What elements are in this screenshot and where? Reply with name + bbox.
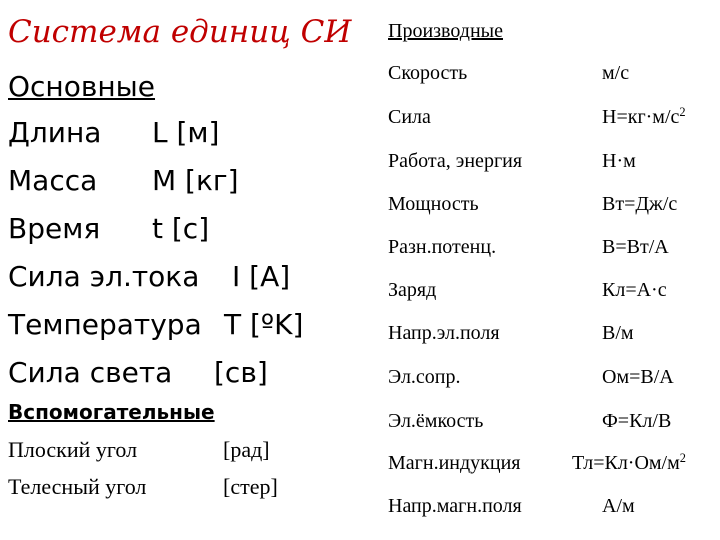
derived-unit-formula: Ом=В/А — [602, 366, 674, 388]
derived-unit-name: Разн.потенц. — [388, 236, 497, 258]
derived-unit-name: Напр.эл.поля — [388, 322, 500, 344]
base-unit-symbol: L [м] — [152, 116, 220, 149]
derived-unit-name: Эл.ёмкость — [388, 410, 484, 432]
derived-unit-formula: Вт=Дж/с — [602, 193, 678, 215]
derived-units-heading: Производные — [388, 20, 503, 42]
page-title: Система единиц СИ — [8, 14, 352, 50]
derived-unit-row — [388, 495, 720, 521]
derived-unit-name: Магн.индукция — [388, 452, 521, 474]
base-unit-symbol: M [кг] — [152, 164, 239, 197]
base-unit-name: Время — [8, 212, 101, 245]
base-unit-symbol: t [с] — [152, 212, 210, 245]
base-unit-row — [8, 116, 220, 149]
base-unit-row — [8, 260, 291, 293]
base-unit-name: Температура — [8, 308, 202, 341]
base-unit-symbol: I [А] — [232, 260, 291, 293]
derived-unit-name: Работа, энергия — [388, 150, 523, 172]
base-unit-name: Сила эл.тока — [8, 260, 200, 293]
derived-unit-row — [388, 452, 720, 478]
auxiliary-unit-symbol: [стер] — [223, 474, 278, 499]
derived-unit-formula: Кл=А·с — [602, 279, 667, 301]
derived-unit-row — [388, 410, 720, 436]
base-unit-row — [8, 308, 304, 341]
auxiliary-unit-name: Плоский угол — [8, 437, 138, 462]
derived-unit-row — [388, 236, 720, 262]
base-unit-name: Длина — [8, 116, 102, 149]
derived-unit-name: Сила — [388, 106, 431, 128]
derived-unit-row — [388, 106, 720, 132]
derived-unit-formula: м/с — [602, 62, 630, 84]
derived-unit-formula: В=Вт/А — [602, 236, 669, 258]
auxiliary-unit-row — [8, 437, 270, 463]
derived-unit-formula: Ф=Кл/В — [602, 410, 672, 432]
derived-unit-row — [388, 62, 720, 88]
derived-unit-row — [388, 193, 720, 219]
auxiliary-unit-symbol: [рад] — [223, 437, 270, 462]
derived-unit-name: Скорость — [388, 62, 468, 84]
derived-unit-formula: Н·м — [602, 150, 636, 172]
base-unit-row — [8, 356, 268, 389]
derived-unit-formula: $Тл=Кл\cdot Ом/м^2$ — [572, 451, 686, 474]
derived-unit-row — [388, 366, 720, 392]
base-unit-row — [8, 164, 239, 197]
base-unit-row — [8, 212, 210, 245]
derived-unit-formula: В/м — [602, 322, 634, 344]
derived-unit-name: Мощность — [388, 193, 479, 215]
derived-unit-name: Заряд — [388, 279, 437, 301]
derived-unit-row — [388, 150, 720, 176]
base-unit-name: Масса — [8, 164, 98, 197]
auxiliary-units-heading: Вспомогательные — [8, 400, 215, 424]
derived-unit-formula: А/м — [602, 495, 635, 517]
base-unit-symbol: T [ºK] — [224, 308, 304, 341]
derived-unit-name: Напр.магн.поля — [388, 495, 522, 517]
derived-unit-name: Эл.сопр. — [388, 366, 461, 388]
derived-unit-formula: $Н=кг\cdot м/с^2$ — [602, 105, 686, 128]
base-units-heading: Основные — [8, 70, 156, 103]
base-unit-name: Сила света — [8, 356, 173, 389]
derived-unit-row — [388, 279, 720, 305]
derived-unit-row — [388, 322, 720, 348]
base-unit-symbol: [св] — [214, 356, 268, 389]
auxiliary-unit-name: Телесный угол — [8, 474, 147, 499]
auxiliary-unit-row — [8, 474, 278, 500]
